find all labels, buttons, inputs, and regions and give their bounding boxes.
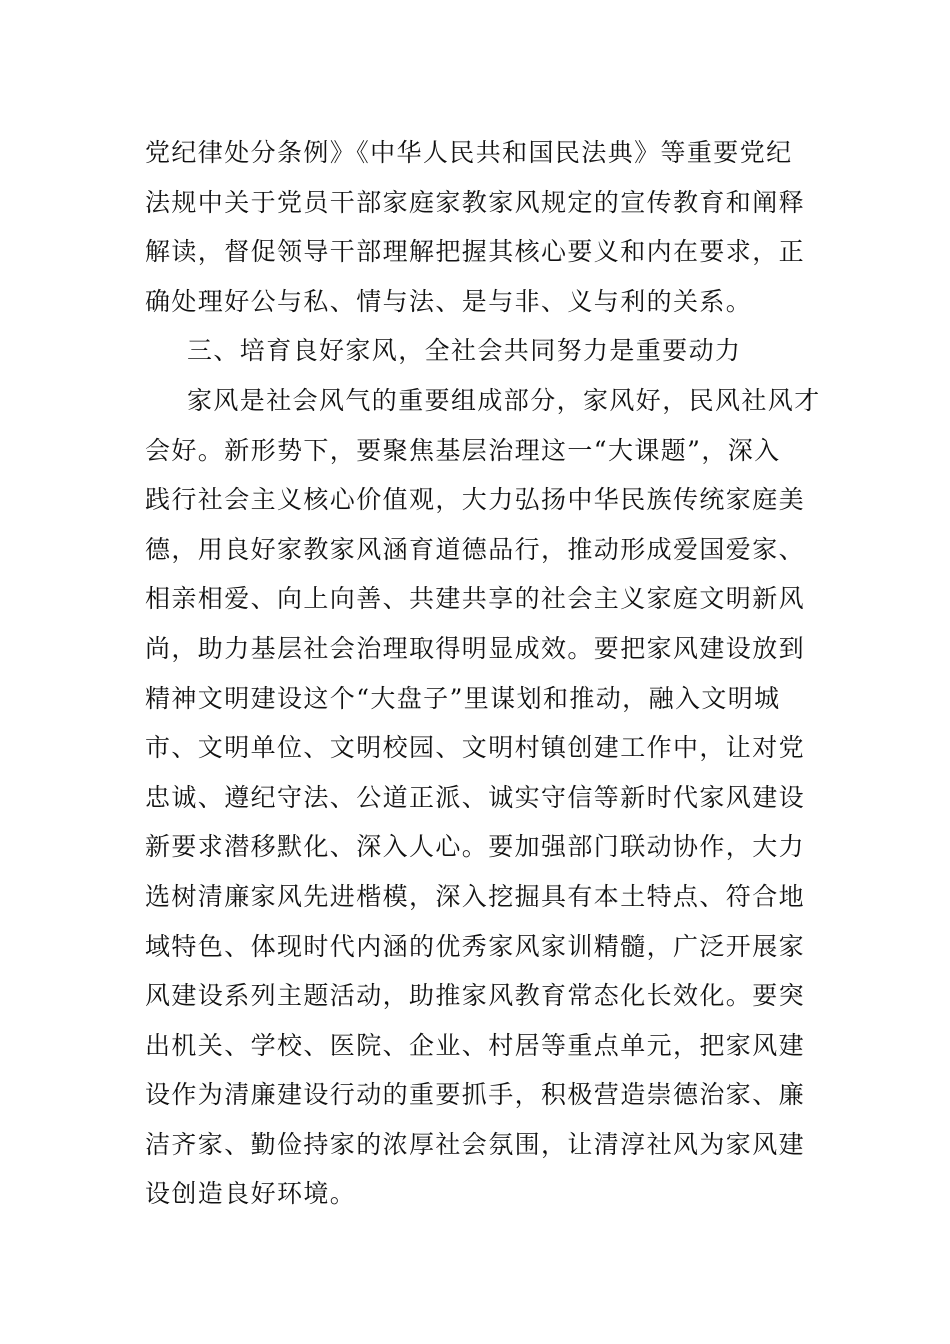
paragraph-line: 德，用良好家教家风涵育道德品行，推动形成爱国爱家、 — [145, 534, 806, 564]
paragraph-line: 设创造良好环境。 — [145, 1179, 357, 1209]
paragraph-line: 洁齐家、勤俭持家的浓厚社会氛围，让清淳社风为家风建 — [145, 1129, 806, 1159]
paragraph-line: 选树清廉家风先进楷模，深入挖掘具有本土特点、符合地 — [145, 881, 806, 911]
paragraph-line: 会好。新形势下，要聚焦基层治理这一“大课题”，深入 — [145, 435, 781, 465]
paragraph-line: 践行社会主义核心价值观，大力弘扬中华民族传统家庭美 — [145, 485, 806, 515]
paragraph-line: 新要求潜移默化、深入人心。要加强部门联动协作，大力 — [145, 832, 806, 862]
paragraph-line: 市、文明单位、文明校园、文明村镇创建工作中，让对党 — [145, 733, 806, 763]
paragraph-line: 出机关、学校、医院、企业、村居等重点单元，把家风建 — [145, 1030, 806, 1060]
paragraph-line: 忠诚、遵纪守法、公道正派、诚实守信等新时代家风建设 — [145, 782, 806, 812]
paragraph-line: 党纪律处分条例》《中华人民共和国民法典》等重要党纪 — [145, 138, 793, 167]
paragraph-line: 设作为清廉建设行动的重要抓手，积极营造崇德治家、廉 — [145, 1080, 806, 1110]
paragraph-line: 域特色、体现时代内涵的优秀家风家训精髓，广泛开展家 — [145, 931, 806, 961]
paragraph-line: 确处理好公与私、情与法、是与非、义与利的关系。 — [145, 286, 753, 316]
paragraph-line: 风建设系列主题活动，助推家风教育常态化长效化。要突 — [145, 981, 806, 1011]
paragraph-line: 相亲相爱、向上向善、共建共享的社会主义家庭文明新风 — [145, 584, 806, 614]
paragraph-line: 法规中关于党员干部家庭家教家风规定的宣传教育和阐释 — [145, 187, 806, 217]
paragraph-line: 家风是社会风气的重要组成部分，家风好，民风社风才 — [187, 385, 821, 415]
paragraph-line: 精神文明建设这个“大盘子”里谋划和推动，融入文明城 — [145, 683, 781, 713]
document-body — [145, 128, 821, 1219]
paragraph-line: 尚，助力基层社会治理取得明显成效。要把家风建设放到 — [145, 633, 806, 663]
paragraph-line: 解读，督促领导干部理解把握其核心要义和内在要求，正 — [145, 237, 806, 267]
section-heading: 三、培育良好家风，全社会共同努力是重要动力 — [187, 336, 742, 366]
